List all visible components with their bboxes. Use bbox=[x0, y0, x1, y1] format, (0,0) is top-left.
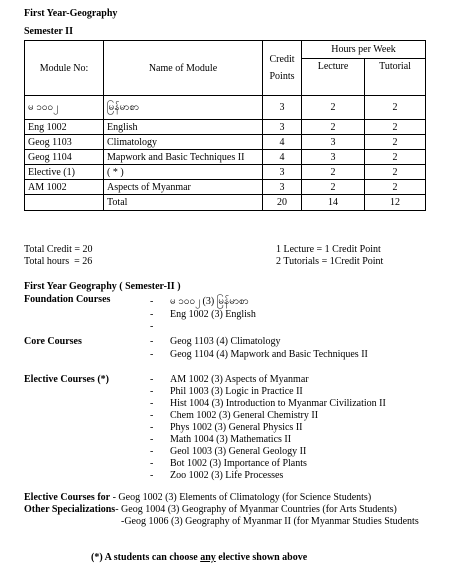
other-specializations-label: Other Specializations bbox=[24, 504, 116, 515]
core-courses-label: Core Courses bbox=[24, 336, 82, 347]
list-item: - bbox=[150, 434, 154, 445]
list-item: - bbox=[150, 398, 154, 409]
hours-per-week-header: Hours per Week bbox=[302, 41, 426, 59]
list-item: Eng 1002 (3) English bbox=[170, 309, 256, 320]
lecture-cell: 3 bbox=[302, 150, 365, 165]
table-row bbox=[25, 180, 426, 195]
elective-courses-for-label: Elective Courses for bbox=[24, 492, 111, 503]
module-name-cell: မြန်မာစာ bbox=[104, 96, 263, 120]
note-text-end: elective shown above bbox=[215, 552, 308, 563]
lecture-cell: 2 bbox=[302, 96, 365, 120]
tutorial-cell: 2 bbox=[365, 135, 426, 150]
other-specializations-line-2 bbox=[24, 504, 397, 515]
tutorial-cell: 2 bbox=[365, 165, 426, 180]
module-no-cell: Geog 1103 bbox=[25, 135, 104, 150]
list-item: - bbox=[150, 458, 154, 469]
table-row bbox=[25, 165, 426, 180]
other-specializations-line-3: -Geog 1006 (3) Geography of Myanmar II (for Myanmar Studies Students bbox=[121, 516, 419, 527]
note-text: (*) A students can choose bbox=[91, 552, 201, 563]
module-no-cell: Geog 1104 bbox=[25, 150, 104, 165]
table-row bbox=[25, 150, 426, 165]
list-item: Hist 1004 (3) Introduction to Myanmar Civilization II bbox=[170, 398, 386, 409]
list-item: Geol 1003 (3) General Geology II bbox=[170, 446, 307, 457]
module-no-header: Module No: bbox=[25, 41, 104, 96]
courses-heading: First Year Geography ( Semester-II ) bbox=[24, 281, 181, 292]
credit-points-header: Credit Points bbox=[263, 41, 302, 96]
table-row bbox=[25, 96, 426, 120]
module-name-cell: Mapwork and Basic Techniques II bbox=[104, 150, 263, 165]
total-credit-cell: 20 bbox=[263, 195, 302, 211]
list-item: Phys 1002 (3) General Physics II bbox=[170, 422, 303, 433]
tutorial-header: Tutorial bbox=[365, 59, 426, 96]
total-lecture-cell: 14 bbox=[302, 195, 365, 211]
list-item: - bbox=[150, 321, 154, 332]
credit-cell: 4 bbox=[263, 135, 302, 150]
list-item: Geog 1103 (4) Climatology bbox=[170, 336, 281, 347]
module-name-header: Name of Module bbox=[104, 41, 263, 96]
list-item: AM 1002 (3) Aspects of Myanmar bbox=[170, 374, 309, 385]
total-label: Total bbox=[104, 195, 263, 211]
tutorial-cell: 2 bbox=[365, 150, 426, 165]
total-hours-text: Total hours = 26 bbox=[24, 256, 93, 267]
table-row bbox=[25, 135, 426, 150]
tutorial-cell: 2 bbox=[365, 96, 426, 120]
module-no-cell: AM 1002 bbox=[25, 180, 104, 195]
module-table bbox=[24, 40, 426, 211]
lecture-header: Lecture bbox=[302, 59, 365, 96]
credit-cell: 3 bbox=[263, 165, 302, 180]
total-credit-text: Total Credit = 20 bbox=[24, 244, 93, 255]
credit-cell: 4 bbox=[263, 150, 302, 165]
semester-label: Semester II bbox=[24, 26, 73, 37]
lecture-cell: 2 bbox=[302, 180, 365, 195]
module-no-cell: Elective (1) bbox=[25, 165, 104, 180]
list-item: မ ၁၀၀၂ (3) မြန်မာစာ bbox=[170, 296, 249, 307]
credit-cell: 3 bbox=[263, 180, 302, 195]
lecture-cell: 2 bbox=[302, 120, 365, 135]
list-item: - bbox=[150, 386, 154, 397]
list-item: Bot 1002 (3) Importance of Plants bbox=[170, 458, 307, 469]
module-no-cell: မ ၁၀၀၂ bbox=[25, 96, 104, 120]
tutorial-cell: 2 bbox=[365, 180, 426, 195]
elective-note bbox=[91, 552, 307, 563]
total-row bbox=[25, 195, 426, 211]
lecture-cell: 3 bbox=[302, 135, 365, 150]
module-name-cell: Climatology bbox=[104, 135, 263, 150]
list-item: Math 1004 (3) Mathematics II bbox=[170, 434, 292, 445]
lecture-rule-text: 1 Lecture = 1 Credit Point bbox=[276, 244, 381, 255]
total-tutorial-cell: 12 bbox=[365, 195, 426, 211]
module-name-cell: Aspects of Myanmar bbox=[104, 180, 263, 195]
module-name-cell: ( * ) bbox=[104, 165, 263, 180]
list-item: - bbox=[150, 349, 154, 360]
list-item: - bbox=[150, 374, 154, 385]
tutorial-cell: 2 bbox=[365, 120, 426, 135]
list-item: - bbox=[150, 336, 154, 347]
list-item: - bbox=[150, 446, 154, 457]
elective-courses-label: Elective Courses (*) bbox=[24, 374, 109, 385]
list-item: - bbox=[150, 410, 154, 421]
list-item: Phil 1003 (3) Logic in Practice II bbox=[170, 386, 303, 397]
list-item: Geog 1104 (4) Mapwork and Basic Techniques II bbox=[170, 349, 368, 360]
document-title: First Year-Geography bbox=[24, 8, 118, 19]
total-empty-cell bbox=[25, 195, 104, 211]
other-course-text: - Geog 1002 (3) Elements of Climatology (for Science Students) bbox=[110, 492, 372, 503]
module-name-cell: English bbox=[104, 120, 263, 135]
other-specializations-line-1 bbox=[24, 492, 371, 503]
credit-cell: 3 bbox=[263, 96, 302, 120]
tutorial-rule-text: 2 Tutorials = 1Credit Point bbox=[276, 256, 384, 267]
table-row bbox=[25, 120, 426, 135]
list-item: - bbox=[150, 296, 154, 307]
list-item: - bbox=[150, 309, 154, 320]
foundation-courses-label: Foundation Courses bbox=[24, 294, 111, 305]
other-course-text: - Geog 1004 (3) Geography of Myanmar Countries (for Arts Students) bbox=[115, 504, 397, 515]
note-any: any bbox=[200, 552, 216, 563]
list-item: - bbox=[150, 422, 154, 433]
credit-cell: 3 bbox=[263, 120, 302, 135]
lecture-cell: 2 bbox=[302, 165, 365, 180]
list-item: Chem 1002 (3) General Chemistry II bbox=[170, 410, 319, 421]
module-no-cell: Eng 1002 bbox=[25, 120, 104, 135]
list-item: Zoo 1002 (3) Life Processes bbox=[170, 470, 284, 481]
list-item: - bbox=[150, 470, 154, 481]
